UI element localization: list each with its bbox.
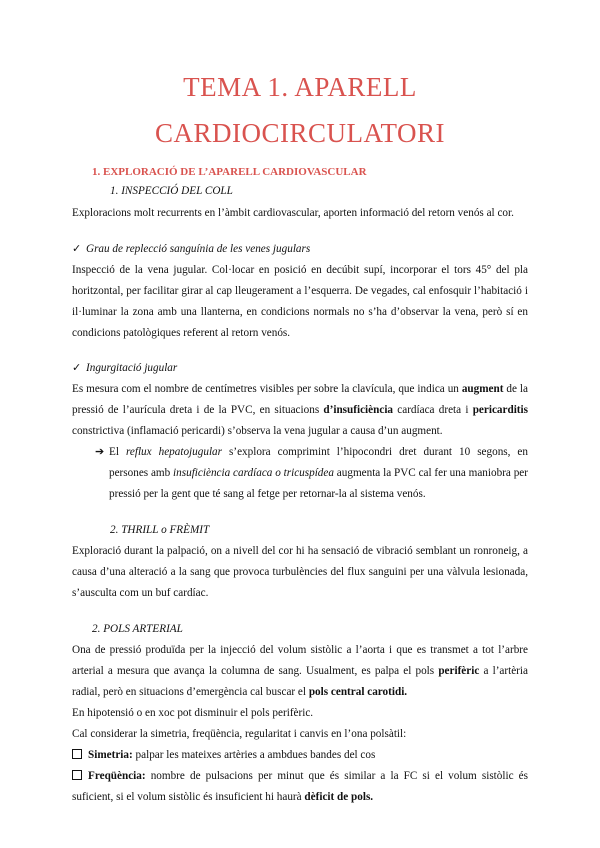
checkmark-icon: ✓ xyxy=(72,362,82,374)
paragraph-line: persones amb insuficiència cardíaca o tricuspídea augmenta la PVC cal fer una maniobra per xyxy=(109,467,528,479)
paragraph-line: arterial a mesura que avança la columna de sang. Usualment, es palpa el pols perifèric a l’artèria xyxy=(72,665,528,677)
section-1-heading: 1. EXPLORACIÓ DE L’APARELL CARDIOVASCULAR xyxy=(92,166,367,178)
check-label: Grau de replecció sanguínia de les venes jugulars xyxy=(86,243,311,255)
paragraph-line: Ona de pressió produïda per la injecció del volum sistòlic a l’aorta i que es transmet a tot l’arbre xyxy=(72,644,528,656)
subsection-2-heading: 2. THRILL o FRÈMIT xyxy=(110,524,210,536)
check-item-replection xyxy=(72,242,310,256)
paragraph-line: il·luminar la zona amb una llanterna, en condicions normals no s’ha d’observar la vena, però sí en xyxy=(72,306,528,318)
paragraph-line: constrictiva (inflamació pericardi) s’observa la vena jugular a causa d’un augment. xyxy=(72,425,443,437)
arrow-item: ➔ El reflux hepatojugular s’explora comprimint l’hipocondri dret durant 10 segons, en xyxy=(95,446,528,458)
paragraph-line: Exploració durant la palpació, on a nivell del cor hi ha sensació de vibració semblant un ronroneig, a xyxy=(72,545,528,557)
paragraph-line: Inspecció de la vena jugular. Col·locar en posició en decúbit supí, incorporar el tors 45° del pla xyxy=(72,264,528,276)
paragraph-line: pressió de l’aurícula dreta i de la PVC, en situacions d’insuficiència cardíaca dreta i pericarditis xyxy=(72,404,528,416)
checkbox-icon xyxy=(72,770,82,780)
checkbox-item-frequency: Freqüència: nombre de pulsacions per minut que és similar a la FC si el volum sistòlic és xyxy=(72,769,528,783)
paragraph-line: causa d’una alteració a la sang que provoca turbulències del flux sanguini per una vàlvula lesionada, xyxy=(72,566,528,578)
checkmark-icon: ✓ xyxy=(72,243,82,255)
subsection-1-heading: 1. INSPECCIÓ DEL COLL xyxy=(110,185,233,197)
paragraph-line: radial, però en situacions d’emergència cal buscar el pols central carotidi. xyxy=(72,686,408,698)
check-item-ingurgitation xyxy=(72,361,177,375)
paragraph-line: condicions patològiques referent al retorn venós. xyxy=(72,327,291,339)
checkbox-item-symmetry: Simetria: palpar les mateixes artèries a ambdues bandes del cos xyxy=(72,748,375,762)
paragraph-line: pressió per la gent que té sang al fetge per retornar-la al sistema venós. xyxy=(109,488,426,500)
paragraph-line: Es mesura com el nombre de centímetres visibles per sobre la clavícula, que indica un augment de la xyxy=(72,383,528,395)
paragraph-line: horitzontal, per facilitar girar al cap lleugerament a l’esquerra. De vegades, cal enfosquir l’habitació i xyxy=(72,285,528,297)
check-label: Ingurgitació jugular xyxy=(86,362,178,374)
paragraph-line: s’ausculta com un buf cardíac. xyxy=(72,587,209,599)
paragraph-line: suficient, si el volum sistòlic és insuficient hi haurà dèficit de pols. xyxy=(72,791,374,803)
checkbox-icon xyxy=(72,749,82,759)
paragraph-line: En hipotensió o en xoc pot disminuir el pols perifèric. xyxy=(72,707,314,719)
section-2-heading: 2. POLS ARTERIAL xyxy=(92,623,183,635)
page-title-line-1: TEMA 1. APARELL xyxy=(183,72,417,102)
arrow-icon: ➔ xyxy=(95,446,105,458)
paragraph-line: Cal considerar la simetria, freqüència, regularitat i canvis en l’ona polsàtil: xyxy=(72,728,407,740)
page-title-line-2: CARDIOCIRCULATORI xyxy=(154,118,446,148)
intro-paragraph: Exploracions molt recurrents en l’àmbit cardiovascular, aporten informació del retorn venós al cor. xyxy=(72,207,514,219)
